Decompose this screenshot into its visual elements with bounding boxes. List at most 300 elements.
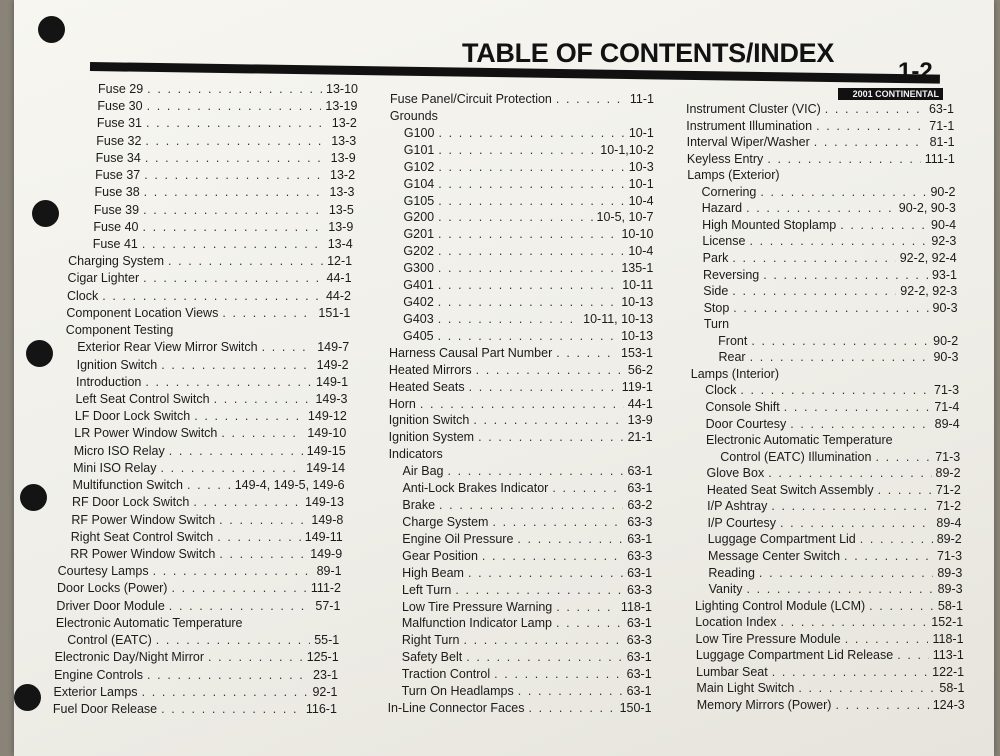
index-entry [94,184,354,201]
dot-leader [476,362,624,379]
entry-label: Rear [718,350,746,365]
entry-page-number: 89-4 [934,416,960,431]
entry-label: Location Index [695,615,777,630]
entry-page-number: 23-1 [313,667,339,682]
entry-label: Left Turn [402,582,452,597]
entry-page-number: 13-10 [326,82,358,96]
entry-label: Door Locks (Power) [57,581,168,596]
dot-leader [825,101,925,118]
index-entry [403,311,653,328]
index-entry [54,667,338,684]
entry-label: Glove Box [706,466,765,481]
entry-label: Ignition System [388,430,475,445]
entry-label: Fuse 30 [97,99,143,114]
dot-leader [845,631,929,648]
index-entry [404,209,654,226]
dot-leader [464,632,623,649]
entry-label: Component Testing [65,323,174,338]
index-entry [71,529,343,546]
entry-page-number: 111-1 [924,151,955,166]
entry-label: Fuse 34 [95,150,141,165]
entry-label: Brake [402,498,436,512]
entry-page-number: 63-1 [626,650,652,665]
index-entry [707,465,961,482]
index-entry [98,81,358,98]
entry-page-number: 90-3 [933,350,959,365]
entry-label: Main Light Switch [696,681,795,696]
binder-hole-icon [32,200,59,227]
entry-page-number: 149-8 [311,512,344,527]
entry-page-number: 89-2 [936,532,962,547]
dot-leader [144,184,326,201]
index-entry [72,494,344,511]
entry-label: High Mounted Stoplamp [702,217,837,232]
entry-page-number: 10-1 [628,176,654,191]
entry-label: Gear Position [402,548,478,563]
dot-leader [222,305,314,322]
dot-leader [438,277,618,294]
index-entry [388,700,652,717]
entry-label: RF Door Lock Switch [71,495,190,510]
dot-leader [556,345,617,362]
entry-label: G200 [403,210,435,225]
entry-label: Heated Mirrors [388,362,472,377]
entry-page-number: 89-4 [936,515,962,530]
entry-page-number: 89-1 [316,564,342,579]
entry-label: Exterior Rear View Mirror Switch [77,340,258,355]
entry-label: Interval Wiper/Washer [686,135,810,150]
dot-leader [208,649,303,666]
entry-page-number: 89-3 [937,582,963,597]
dot-leader [145,374,312,391]
entry-page-number: 71-4 [934,400,960,414]
entry-page-number: 21-1 [627,430,653,445]
entry-page-number: 93-1 [931,267,957,282]
index-entry [68,270,352,287]
entry-label: G401 [403,278,434,293]
entry-page-number: 150-1 [619,701,652,715]
entry-page-number: 118-1 [932,631,964,646]
index-entry [403,226,653,243]
entry-page-number: 149-13 [305,495,344,510]
index-entry [402,565,652,582]
dot-leader [147,81,322,98]
dot-leader [156,632,310,649]
entry-label: Cornering [701,184,757,199]
index-entry [404,142,654,159]
entry-label: Cigar Lighter [67,271,140,286]
entry-page-number: 13-5 [328,202,354,217]
entry-page-number: 44-1 [326,271,352,286]
dot-leader [438,294,617,311]
index-entry [77,357,349,374]
entry-label: Control (EATC) Illumination [720,449,872,464]
entry-label: Traction Control [401,667,491,682]
dot-leader [733,300,928,317]
entry-page-number: 153-1 [621,345,653,360]
entry-label: License [702,234,746,249]
index-entry [389,396,653,413]
entry-label: I/P Courtesy [707,515,776,530]
entry-page-number: 90-2 [933,333,959,348]
dot-leader [897,647,929,664]
entry-page-number: 13-2 [330,168,356,183]
entry-label: Anti-Lock Brakes Indicator [402,481,549,496]
dot-leader [473,412,623,429]
index-entry [402,582,652,599]
entry-label: G104 [403,176,435,191]
entry-label: Electronic Day/Night Mirror [54,650,205,665]
dot-leader [153,563,313,580]
index-entry [705,382,959,399]
index-entry [402,531,652,548]
entry-label: G102 [403,159,435,174]
entry-label: Memory Mirrors (Power) [696,698,832,712]
entry-page-number: 149-10 [307,426,347,441]
dot-leader [160,460,302,477]
dot-leader [438,209,592,226]
dot-leader [147,667,309,684]
dot-leader [438,311,579,328]
entry-label: Turn [703,317,730,332]
entry-page-number: 152-1 [931,615,964,630]
entry-label: High Beam [402,565,464,580]
entry-page-number: 10-1,10-2 [600,142,654,157]
dot-leader [751,333,929,350]
index-entry [696,647,964,664]
dot-leader [772,664,928,681]
entry-label: Exterior Lamps [53,684,138,699]
entry-label: Turn On Headlamps [401,684,514,699]
entry-label: Engine Oil Pressure [402,531,514,546]
index-entry [93,219,353,236]
entry-label: Instrument Cluster (VIC) [686,102,821,116]
entry-page-number: 13-3 [331,133,357,148]
entry-label: Engine Controls [54,667,144,682]
dot-leader [781,614,928,631]
entry-label: Fuse 29 [98,82,144,96]
entry-label: Horn [388,396,416,411]
entry-page-number: 57-1 [315,598,341,613]
index-entry [77,339,349,356]
dot-leader [142,219,324,236]
entry-label: Lamps (Exterior) [687,168,780,183]
dot-leader [262,339,314,356]
entry-label: Indicators [388,447,443,462]
index-entry [709,581,963,598]
entry-label: G201 [403,227,435,242]
entry-page-number: 56-2 [627,362,653,377]
entry-label: Right Seat Control Switch [70,529,214,544]
entry-label: Courtesy Lamps [57,564,149,579]
entry-label: RR Power Window Switch [70,547,216,561]
entry-page-number: 10-13 [621,328,654,343]
dot-leader [146,115,328,132]
entry-label: G105 [403,193,435,208]
index-entry [94,202,354,219]
entry-label: G403 [403,311,434,326]
entry-label: Ignition Switch [388,413,470,428]
entry-label: Heated Seats [388,379,465,394]
dot-leader [438,176,624,193]
dot-leader [145,150,327,167]
dot-leader [771,498,932,515]
index-entry [708,548,962,565]
entry-page-number: 90-2 [930,184,956,199]
entry-page-number: 13-9 [328,219,354,234]
entry-page-number: 44-2 [325,288,351,303]
entry-page-number: 149-3 [315,392,348,406]
entry-page-number: 149-14 [306,460,346,475]
index-entry [696,631,964,648]
entry-page-number: 149-9 [310,547,343,561]
index-entry [403,260,653,277]
dot-leader [798,680,935,697]
index-entry [718,333,958,350]
index-entry [55,649,339,666]
index-entry [56,615,340,632]
entry-label: G101 [403,142,435,157]
entry-label: Fuse 37 [95,168,141,183]
entry-label: Fuse 32 [96,133,142,148]
dot-leader [187,477,231,494]
entry-page-number: 71-3 [935,449,961,464]
entry-label: G300 [403,261,434,276]
entry-label: Fuse 31 [96,116,142,131]
entry-page-number: 55-1 [314,633,340,648]
dot-leader [221,425,303,442]
dot-leader [142,236,324,253]
entry-page-number: 113-1 [932,648,964,663]
entry-label: Luggage Compartment Lid Release [695,648,894,663]
index-entry [404,176,654,193]
dot-leader [194,408,304,425]
entry-page-number: 149-15 [306,443,346,458]
entry-label: Fuse 39 [93,202,140,217]
entry-label: Malfunction Indicator Lamp [401,616,552,631]
entry-page-number: 44-1 [627,396,653,411]
index-entry [389,412,653,429]
index-entry [402,497,652,514]
entry-label: Park [702,251,729,265]
dot-leader [144,167,326,184]
entry-label: Front [718,333,748,348]
dot-leader [816,118,925,135]
index-entry [702,217,956,234]
entry-page-number: 151-1 [318,305,351,320]
entry-label: Clock [705,383,737,398]
entry-page-number: 13-3 [329,185,355,200]
entry-page-number: 71-2 [935,482,961,497]
index-entry [67,632,339,649]
index-entry [73,460,345,477]
dot-leader [466,649,623,666]
page-number: 1-2 [898,58,933,85]
index-entry [93,236,353,253]
dot-leader [143,270,322,287]
entry-label: G100 [403,125,435,140]
dot-leader [438,142,596,159]
index-entry [97,98,357,115]
entry-label: Electronic Automatic Temperature [705,433,893,448]
dot-leader [763,267,928,284]
dot-leader [468,565,623,582]
entry-label: Reversing [702,267,760,282]
dot-leader [844,548,933,565]
entry-label: Lamps (Interior) [690,366,779,381]
entry-page-number: 149-1 [316,374,349,389]
entry-page-number: 89-3 [937,565,963,580]
index-entry [403,463,653,480]
page-title: TABLE OF CONTENTS/INDEX [462,38,835,68]
dot-leader [438,243,624,260]
entry-page-number: 149-2 [316,357,349,372]
entry-label: Keyless Entry [686,151,764,166]
entry-page-number: 58-1 [939,681,965,696]
index-entry [703,283,957,300]
entry-label: Component Location Views [66,305,219,320]
dot-leader [759,565,933,582]
index-entry [402,615,652,632]
entry-page-number: 124-3 [932,698,965,712]
dot-leader [749,233,927,250]
entry-page-number: 13-9 [330,150,356,165]
entry-page-number: 10-1 [628,125,654,140]
index-entry [404,193,654,210]
entry-label: Fuse Panel/Circuit Protection [390,92,552,106]
index-entry [720,449,960,466]
entry-label: Side [703,284,729,299]
dot-leader [790,416,930,433]
index-entry [96,133,356,150]
entry-page-number: 58-1 [937,598,963,613]
entry-label: Electronic Automatic Temperature [55,615,243,630]
binder-hole-icon [14,684,41,711]
index-entry [403,277,653,294]
index-entry [403,243,653,260]
dot-leader [102,288,322,305]
entry-page-number: 122-1 [932,664,965,679]
entry-page-number: 63-1 [626,616,652,631]
index-entry [703,267,957,284]
entry-page-number: 90-3 [932,300,958,315]
index-entry [686,118,954,135]
index-entry [706,432,960,449]
index-entry [703,250,957,267]
index-entry [56,598,340,615]
dot-leader [469,379,618,396]
entry-label: Fuse 40 [93,219,139,234]
dot-leader [492,514,623,531]
index-entry [74,443,346,460]
index-entry [75,408,347,425]
dot-leader [875,449,931,466]
dot-leader [528,700,615,717]
entry-page-number: 71-3 [937,549,963,563]
entry-page-number: 10-4 [628,193,654,208]
entry-label: Fuel Door Release [52,702,158,716]
index-entry [402,480,652,497]
entry-page-number: 10-10 [621,227,654,242]
dot-leader [840,217,927,234]
entry-page-number: 10-11, 10-13 [583,311,654,326]
entry-page-number: 13-4 [327,237,353,251]
dot-leader [760,184,926,201]
dot-leader [420,396,624,413]
entry-page-number: 63-3 [627,514,653,529]
dot-leader [517,531,623,548]
index-entry [404,159,654,176]
index-entry [53,701,337,718]
index-entry [697,697,965,714]
dot-leader [438,328,617,345]
index-entry [403,328,653,345]
entry-label: Air Bag [402,464,444,479]
dot-leader [219,512,307,529]
entry-page-number: 10-13 [621,295,654,309]
entry-label: Luggage Compartment Lid [707,532,856,547]
entry-page-number: 149-12 [307,409,347,424]
binder-hole-icon [38,16,65,43]
dot-leader [171,580,306,597]
entry-label: Low Tire Pressure Warning [401,599,553,614]
dot-leader [214,391,312,408]
entry-label: In-Line Connector Faces [387,701,525,715]
dot-leader [869,598,934,615]
dot-leader [219,546,306,563]
entry-page-number: 71-1 [929,118,955,133]
index-entry [73,477,345,494]
dot-leader [169,443,303,460]
index-entry [702,200,956,217]
dot-leader [878,482,932,499]
dot-leader [746,200,895,217]
index-entry [389,379,653,396]
dot-leader [556,91,626,108]
index-entry [404,125,654,142]
entry-page-number: 63-1 [627,531,653,546]
index-entry [402,548,652,565]
entry-label: Hazard [701,201,743,216]
dot-leader [161,357,312,374]
index-entry [67,288,351,305]
dot-leader [438,260,617,277]
entry-label: Charging System [68,254,165,269]
entry-page-number: 63-2 [627,498,653,512]
index-entry [706,416,960,433]
dot-leader [860,531,933,548]
entry-page-number: 63-3 [626,633,652,648]
index-entry [402,666,652,683]
entry-label: Stop [703,300,730,315]
dot-leader [142,684,309,701]
dot-leader [552,480,623,497]
dot-leader [814,134,926,151]
index-entry [403,294,653,311]
index-entry [718,349,958,366]
entry-page-number: 63-1 [626,684,652,699]
dot-leader [448,463,624,480]
entry-label: G402 [403,295,434,309]
index-entry [96,150,356,167]
entry-page-number: 92-2, 92-4 [899,251,957,265]
entry-page-number: 63-1 [626,667,652,682]
entry-page-number: 63-1 [627,464,653,479]
entry-label: Lighting Control Module (LCM) [694,598,866,613]
index-entry [702,233,956,250]
entry-label: Driver Door Module [56,598,165,613]
dot-leader [835,697,928,714]
